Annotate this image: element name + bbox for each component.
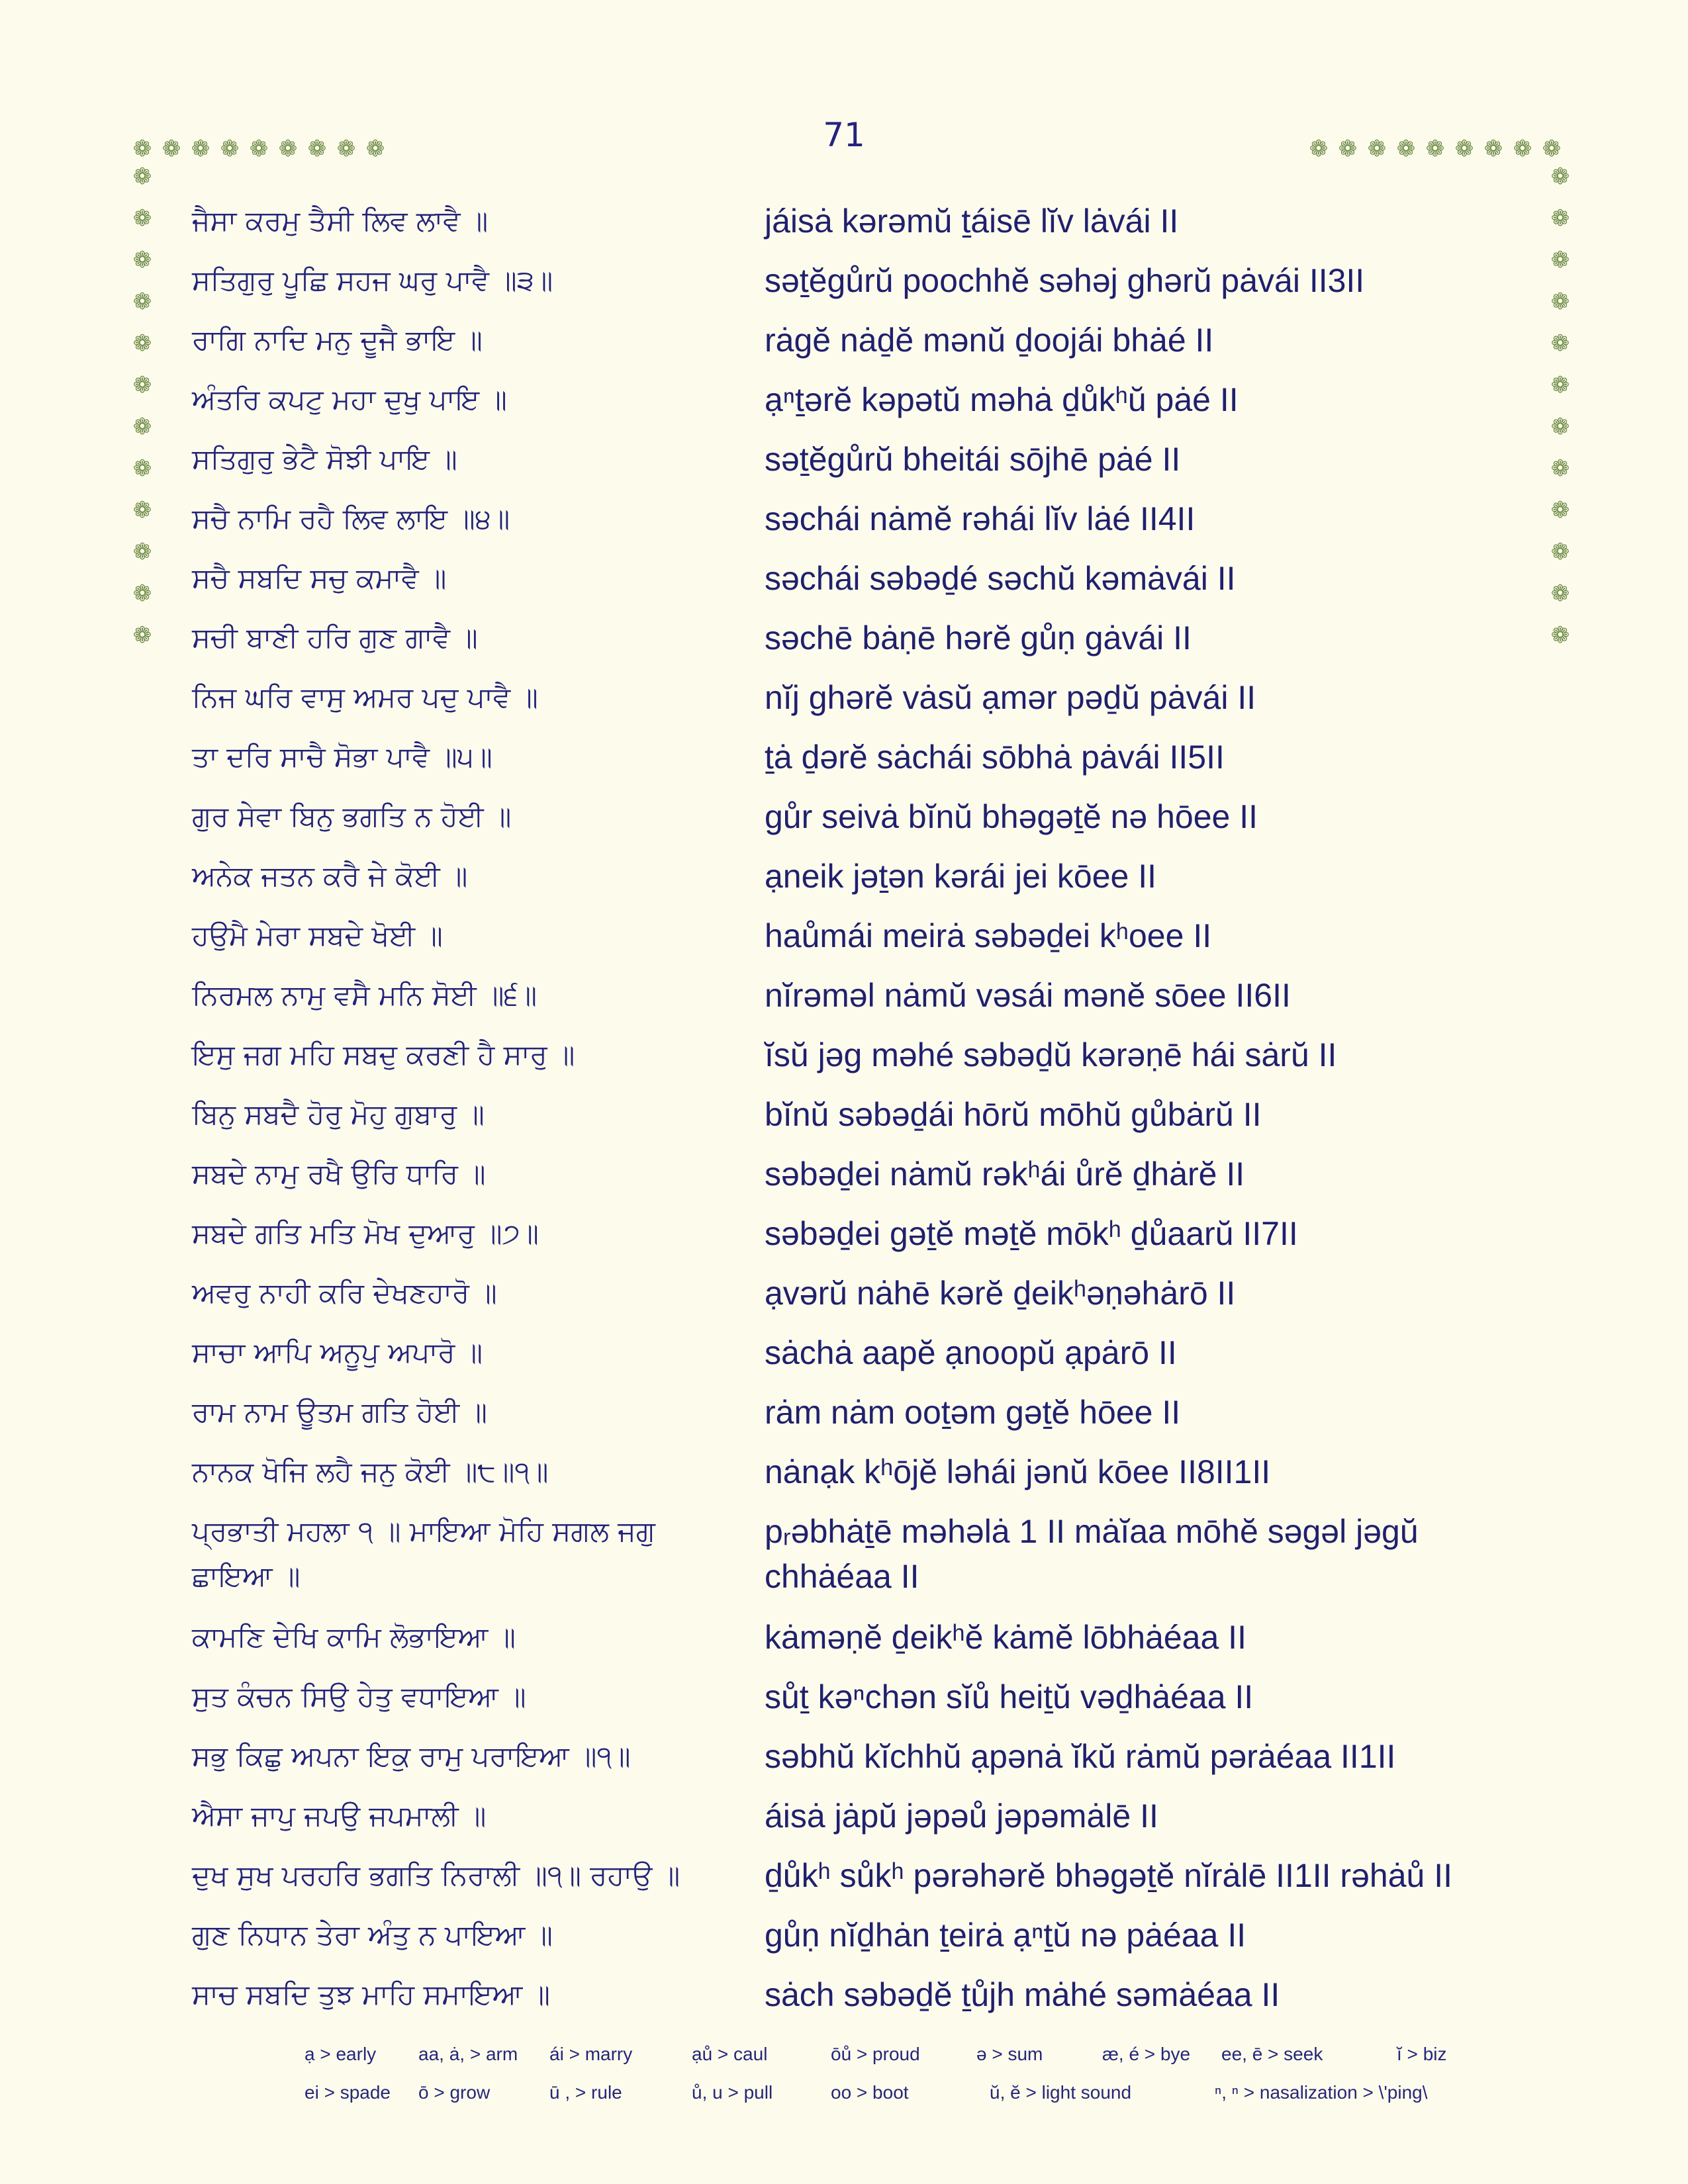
verse-row (0, 794, 1688, 847)
flower-ornament-icon: ❁ (132, 580, 152, 607)
verse-row (0, 1913, 1688, 1966)
gurmukhi-line: ਬਿਨੁ ਸਬਦੈ ਹੋਰੁ ਮੋਹੁ ਗੁਬਾਰੁ ॥ (192, 1098, 485, 1130)
transliteration-line: sůṯ kəⁿchən sĭů heiṯŭ vəḏhȧéaa II (765, 1678, 1254, 1715)
gurmukhi-line: ਸਚੀ ਬਾਣੀ ਹਰਿ ਗੁਣ ਗਾਵੈ ॥ (192, 621, 478, 654)
gurmukhi-line: ਕਾਮਣਿ ਦੇਖਿ ਕਾਮਿ ਲੋਭਾਇਆ ॥ (192, 1621, 516, 1653)
transliteration-line: kȧməṇĕ ḏeikʰĕ kȧmĕ lōbhȧéaa II (765, 1619, 1246, 1656)
verse-row (0, 556, 1688, 609)
flower-ornament-icon: ❁ (1367, 136, 1387, 162)
transliteration-line: jáisȧ kərəmŭ ṯáisē lĭv lȧvái II (765, 203, 1179, 240)
gurmukhi-line: ਅੰਤਰਿ ਕਪਟੁ ਮਹਾ ਦੁਖੁ ਪਾਇ ॥ (192, 383, 507, 416)
gurmukhi-line: ਪ੍ਰਭਾਤੀ ਮਹਲਾ ੧ ॥ ਮਾਇਆ ਮੋਹਿ ਸਗਲ ਜਗੁ ਛਾਇਆ ॥ (192, 1515, 655, 1592)
transliteration-line: sȧch səbəḏĕ ṯůjh mȧhé səmȧéaa II (765, 1976, 1280, 2013)
transliteration-line: ạvərŭ nȧhē kərĕ ḏeikʰəṇəhȧrō II (765, 1275, 1236, 1312)
verse-row (0, 1271, 1688, 1324)
verse-row (0, 854, 1688, 907)
transliteration-line: səchē bȧṇē hərĕ gůṇ gȧvái II (765, 619, 1192, 657)
flower-ornament-icon: ❁ (249, 136, 269, 162)
flower-ornament-icon: ❁ (1513, 136, 1532, 162)
flower-ornament-icon: ❁ (132, 414, 152, 440)
gurmukhi-line: ਸਬਦੇ ਨਾਮੁ ਰਖੈ ਉਰਿ ਧਾਰਿ ॥ (192, 1158, 486, 1190)
gurmukhi-line: ਰਾਗਿ ਨਾਦਿ ਮਨੁ ਦੂਜੈ ਭਾਇ ॥ (192, 324, 483, 356)
verse-row (0, 1674, 1688, 1727)
transliteration-line: ḏůkʰ sůkʰ pərəhərĕ bhəgəṯĕ nĭrȧlē II1II rəhȧů II (765, 1857, 1452, 1894)
gurmukhi-line: ਨਿਰਮਲ ਨਾਮੁ ਵਸੈ ਮਨਿ ਸੋਈ ॥੬॥ (192, 979, 538, 1011)
flower-ornament-icon: ❁ (132, 136, 152, 162)
flower-ornament-icon: ❁ (1542, 136, 1562, 162)
transliteration-line: ạneik jəṯən kərái jei kōee II (765, 858, 1157, 895)
flower-ornament-icon: ❁ (1338, 136, 1358, 162)
gurmukhi-line: ਸਬਦੇ ਗਤਿ ਮਤਿ ਮੋਖ ਦੁਆਰੁ ॥੭॥ (192, 1217, 539, 1250)
flower-ornament-icon: ❁ (1396, 136, 1416, 162)
flower-ornament-icon: ❁ (365, 136, 385, 162)
flower-ornament-icon: ❁ (132, 247, 152, 273)
flower-ornament-icon: ❁ (132, 455, 152, 482)
verse-row (0, 1092, 1688, 1145)
transliteration-line: səbhŭ kĭchhŭ ạpənȧ ĭkŭ rȧmŭ pərȧéaa II1II (765, 1738, 1396, 1775)
gurmukhi-line: ਸਤਿਗੁਰੁ ਭੇਟੈ ਸੋਝੀ ਪਾਇ ॥ (192, 443, 457, 475)
flower-ornament-icon: ❁ (132, 330, 152, 357)
verse-row (0, 973, 1688, 1026)
transliteration-line: haůmái meirȧ səbəḏei kʰoee II (765, 917, 1212, 954)
gurmukhi-line: ਜੈਸਾ ਕਰਮੁ ਤੈਸੀ ਲਿਵ ਲਾਵੈ ॥ (192, 205, 489, 237)
legend-item: ō > grow (418, 2082, 491, 2103)
gurmukhi-line: ਨਿਜ ਘਰਿ ਵਾਸੁ ਅਮਰ ਪਦੁ ਪਾਵੈ ॥ (192, 681, 538, 713)
transliteration-line: pᵣəbhȧṯē məhəlȧ 1 II mȧĭaa mōhĕ səgəl jəgŭ chhȧéaa II (765, 1513, 1419, 1595)
flower-ornament-icon: ❁ (1550, 622, 1570, 649)
flower-ornament-icon: ❁ (1550, 163, 1570, 190)
transliteration-line: səchái səbəḏé səchŭ kəmȧvái II (765, 560, 1236, 597)
legend-item: ạ > early (305, 2044, 377, 2064)
transliteration-line: ạⁿṯərĕ kəpətŭ məhȧ ḏůkʰŭ pȧé II (765, 381, 1239, 418)
verse-row (0, 377, 1688, 430)
transliteration-line: sȧchȧ aapĕ ạnoopŭ ạpȧrō II (765, 1334, 1177, 1371)
gurmukhi-line: ਇਸੁ ਜਗ ਮਹਿ ਸਬਦੁ ਕਰਣੀ ਹੈ ਸਾਰੁ ॥ (192, 1038, 575, 1071)
verse-row (0, 615, 1688, 668)
gurmukhi-line: ਸਤਿਗੁਰੁ ਪੂਛਿ ਸਹਜ ਘਰੁ ਪਾਵੈ ॥੩॥ (192, 264, 553, 296)
gurmukhi-line: ਸਚੈ ਨਾਮਿ ਰਹੈ ਲਿਵ ਲਾਇ ॥੪॥ (192, 502, 510, 535)
legend-item: ōů > proud (831, 2044, 920, 2064)
flower-ornament-icon: ❁ (132, 205, 152, 232)
flower-ornament-icon: ❁ (1550, 205, 1570, 232)
gurmukhi-line: ਗੁਣ ਨਿਧਾਨ ਤੇਰਾ ਅੰਤੁ ਨ ਪਾਇਆ ॥ (192, 1919, 553, 1951)
legend-item: ei > spade (305, 2082, 391, 2103)
verse-row (0, 1509, 1688, 1595)
flower-ornament-icon: ❁ (162, 136, 181, 162)
gurmukhi-line: ਸੁਤ ਕੰਚਨ ਸਿਉ ਹੇਤੁ ਵਧਾਇਆ ॥ (192, 1680, 526, 1713)
flower-ornament-icon: ❁ (1425, 136, 1445, 162)
transliteration-line: áisȧ jȧpŭ jəpəů jəpəmȧlē II (765, 1797, 1158, 1835)
transliteration-line: səbəḏei nȧmŭ rəkʰái ůrĕ ḏhȧrĕ II (765, 1156, 1245, 1193)
verse-row (0, 735, 1688, 788)
verse-row (0, 1615, 1688, 1668)
gurmukhi-line: ਤਾ ਦਰਿ ਸਾਚੈ ਸੋਭਾ ਪਾਵੈ ॥੫॥ (192, 741, 492, 773)
transliteration-line: rȧgĕ nȧḏĕ mənŭ ḏoojái bhȧé II (765, 322, 1214, 359)
flower-ornament-icon: ❁ (1309, 136, 1329, 162)
verse-row (0, 1211, 1688, 1264)
transliteration-line: rȧm nȧm ooṯəm gəṯĕ hōee II (765, 1394, 1181, 1431)
flower-ornament-icon: ❁ (132, 622, 152, 649)
transliteration-line: ĭsŭ jəg məhé səbəḏŭ kərəṇē hái sȧrŭ II (765, 1036, 1337, 1073)
flower-ornament-icon: ❁ (1550, 455, 1570, 482)
legend-item: ə > sum (976, 2044, 1043, 2064)
flower-ornament-icon: ❁ (132, 289, 152, 315)
transliteration-line: səṯĕgůrŭ poochhĕ səhəj ghərŭ pȧvái II3II (765, 262, 1365, 299)
verse-row (0, 675, 1688, 728)
gurmukhi-line: ਰਾਮ ਨਾਮ ਊਤਮ ਗਤਿ ਹੋਈ ॥ (192, 1396, 487, 1428)
legend-item: æ, é > bye (1102, 2044, 1191, 2064)
verse-row (0, 1390, 1688, 1443)
flower-ornament-icon: ❁ (1550, 497, 1570, 523)
transliteration-line: ṯȧ ḏərĕ sȧchái sōbhȧ pȧvái II5II (765, 739, 1225, 776)
flower-ornament-icon: ❁ (336, 136, 356, 162)
verse-row (0, 258, 1688, 315)
legend-item: ee, ē > seek (1221, 2044, 1323, 2064)
flower-ornament-icon: ❁ (132, 163, 152, 190)
gurmukhi-line: ਗੁਰ ਸੇਵਾ ਬਿਨੁ ਭਗਤਿ ਨ ਹੋਈ ॥ (192, 800, 512, 833)
legend-item: ái > marry (549, 2044, 633, 2064)
transliteration-line: səchái nȧmĕ rəhái lĭv lȧé II4II (765, 500, 1196, 537)
flower-ornament-icon: ❁ (1454, 136, 1474, 162)
legend-item: aa, ȧ, > arm (418, 2044, 518, 2064)
verse-row (0, 1972, 1688, 2025)
verse-row (0, 1449, 1688, 1502)
verse-row (0, 496, 1688, 549)
transliteration-line: səbəḏei gəṯĕ məṯĕ mōkʰ ḏůaarŭ II7II (765, 1215, 1298, 1252)
verse-row (0, 1853, 1688, 1906)
legend-item: ĭ > biz (1397, 2044, 1447, 2064)
flower-ornament-icon: ❁ (1550, 247, 1570, 273)
verse-row (0, 199, 1688, 251)
verse-row (0, 437, 1688, 490)
legend-item: ⁿ, ⁿ > nasalization > \'ping\ (1215, 2082, 1428, 2103)
gurmukhi-line: ਸਾਚਾ ਆਪਿ ਅਨੂਪੁ ਅਪਾਰੋ ॥ (192, 1336, 483, 1369)
legend-item: ạů > caul (692, 2044, 768, 2064)
transliteration-line: gůṇ nĭḏhȧn ṯeirȧ ạⁿṯŭ nə pȧéaa II (765, 1917, 1246, 1954)
gurmukhi-line: ਨਾਨਕ ਖੋਜਿ ਲਹੈ ਜਨੁ ਕੋਈ ॥੮॥੧॥ (192, 1455, 549, 1488)
verse-row (0, 1032, 1688, 1085)
flower-ornament-icon: ❁ (191, 136, 211, 162)
transliteration-line: nȧnạk kʰōjĕ ləhái jənŭ kōee II8II1II (765, 1453, 1271, 1490)
legend-item: ů, u > pull (692, 2082, 773, 2103)
flower-ornament-icon: ❁ (1550, 580, 1570, 607)
gurmukhi-line: ਅਵਰੁ ਨਾਹੀ ਕਰਿ ਦੇਖਣਹਾਰੋ ॥ (192, 1277, 497, 1309)
transliteration-line: bĭnŭ səbəḏái hōrŭ mōhŭ gůbȧrŭ II (765, 1096, 1262, 1133)
gurmukhi-line: ਸਭੁ ਕਿਛੁ ਅਪਨਾ ਇਕੁ ਰਾਮੁ ਪਰਾਇਆ ॥੧॥ (192, 1740, 631, 1772)
flower-ornament-icon: ❁ (1550, 372, 1570, 398)
flower-ornament-icon: ❁ (220, 136, 240, 162)
verse-row (0, 913, 1688, 966)
flower-ornament-icon: ❁ (1550, 330, 1570, 357)
flower-ornament-icon: ❁ (1550, 289, 1570, 315)
flower-ornament-icon: ❁ (1550, 539, 1570, 565)
gurmukhi-line: ਹਉਮੈ ਮੇਰਾ ਸਬਦੇ ਖੋਈ ॥ (192, 919, 443, 952)
verse-row (0, 1734, 1688, 1787)
legend-item: ŭ, ĕ > light sound (990, 2082, 1132, 2103)
transliteration-line: nĭrəməl nȧmŭ vəsái mənĕ sōee II6II (765, 977, 1291, 1014)
gurmukhi-line: ਸਾਚ ਸਬਦਿ ਤੁਝ ਮਾਹਿ ਸਮਾਇਆ ॥ (192, 1978, 550, 2011)
flower-ornament-icon: ❁ (307, 136, 327, 162)
flower-ornament-icon: ❁ (132, 497, 152, 523)
gurmukhi-line: ਸਚੈ ਸਬਦਿ ਸਚੁ ਕਮਾਵੈ ॥ (192, 562, 447, 594)
flower-ornament-icon: ❁ (132, 539, 152, 565)
flower-ornament-icon: ❁ (278, 136, 298, 162)
legend-item: oo > boot (831, 2082, 909, 2103)
gurmukhi-line: ਦੁਖ ਸੁਖ ਪਰਹਰਿ ਭਗਤਿ ਨਿਰਾਲੀ ॥੧॥ ਰਹਾਉ ॥ (192, 1859, 680, 1891)
verse-row (0, 1330, 1688, 1383)
flower-ornament-icon: ❁ (1483, 136, 1503, 162)
page-number: 71 (823, 116, 865, 154)
transliteration-line: səṯĕgůrŭ bheitái sōjhē pȧé II (765, 441, 1181, 478)
transliteration-line: nĭj ghərĕ vȧsŭ ạmər pəḏŭ pȧvái II (765, 679, 1256, 716)
verse-row (0, 1152, 1688, 1205)
legend-item: ū , > rule (549, 2082, 622, 2103)
gurmukhi-line: ਅਨੇਕ ਜਤਨ ਕਰੈ ਜੇ ਕੋਈ ॥ (192, 860, 468, 892)
flower-ornament-icon: ❁ (132, 372, 152, 398)
flower-ornament-icon: ❁ (1550, 414, 1570, 440)
transliteration-line: gůr seivȧ bĭnŭ bhəgəṯĕ nə hōee II (765, 798, 1258, 835)
verse-row (0, 318, 1688, 371)
verse-row (0, 1794, 1688, 1846)
gurmukhi-line: ਐਸਾ ਜਾਪੁ ਜਪਉ ਜਪਮਾਲੀ ॥ (192, 1799, 487, 1832)
